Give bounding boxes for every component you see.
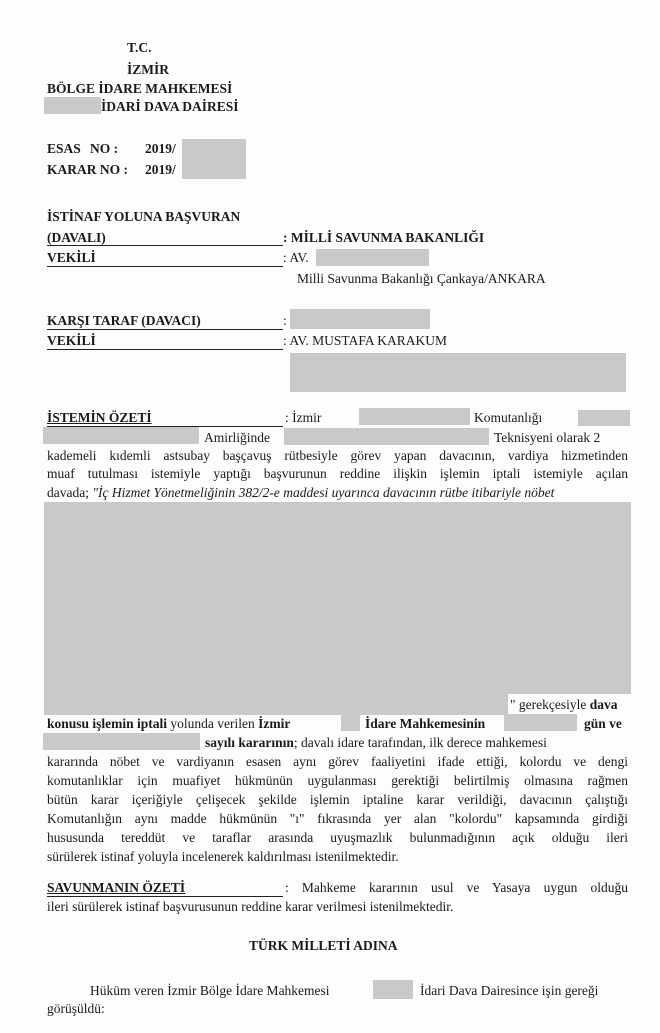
konusu-text: konusu işlemin iptali	[47, 716, 168, 731]
claim-line-konusu	[47, 716, 290, 732]
claim-line-5-normal: davada;	[47, 485, 93, 500]
redaction-block	[44, 694, 508, 715]
karar-value: 2019/	[145, 162, 176, 177]
header-chamber: İDARİ DAVA DAİRESİ	[101, 99, 239, 114]
divider-line	[47, 329, 283, 330]
gerekcesiyle-text: " gerekçesiyle	[510, 697, 590, 712]
verdict-heading: TÜRK MİLLETİ ADINA	[249, 938, 398, 953]
header-court: BÖLGE İDARE MAHKEMESİ	[47, 81, 233, 96]
claim-line-f: sürülerek istinaf yoluyla incelenerek kaldırılması istenilmektedir.	[47, 849, 399, 864]
claim-line-3: kademeli kıdemli astsubay başçavuş rütbesiyle görev yapan davacının, vardiya hizmetinden	[47, 448, 628, 463]
redaction-block	[578, 410, 630, 426]
claim-line-5	[47, 485, 554, 501]
redaction-block	[182, 139, 246, 179]
redaction-block	[44, 502, 631, 694]
defense-line-1: : Mahkeme kararının usul ve Yasaya uygun olduğu	[285, 880, 628, 895]
dava-text: dava	[589, 697, 618, 712]
sayili-text: sayılı kararının	[205, 735, 294, 750]
redaction-block	[341, 714, 360, 731]
esas-no-label: NO :	[90, 141, 119, 156]
redaction-block	[504, 714, 577, 731]
appellant-counsel-value: : AV.	[283, 250, 309, 265]
claim-line-e: hususunda tereddüt ve taraflar arasında uyuşmazlık bulunmadığının açık olduğu ileri	[47, 830, 628, 845]
redaction-block	[43, 733, 200, 750]
header-tc: T.C.	[127, 40, 152, 55]
claim-line-a: kararında nöbet ve vardiyanın esasen aynı görev faaliyetini ifade ettiği, kolordu ve dengi	[47, 754, 628, 769]
redaction-block	[43, 427, 199, 444]
esas-label: ESAS	[47, 141, 81, 156]
appellant-value: : MİLLİ SAVUNMA BAKANLIĞI	[283, 230, 485, 245]
claim-line-5-quote: "İç Hizmet Yönetmeliğinin 382/2-e maddesi uyarınca davacının rütbe itibariyle nöbet	[92, 485, 555, 500]
respondent-counsel-value: : AV. MUSTAFA KARAKUM	[283, 333, 447, 348]
redaction-block	[359, 408, 470, 425]
appellant-label-1: İSTİNAF YOLUNA BAŞVURAN	[47, 209, 241, 224]
gun-ve: gün ve	[584, 716, 622, 731]
header-city: İZMİR	[127, 62, 170, 77]
after-sayili-text: ; davalı idare tarafından, ilk derece mahkemesi	[293, 735, 547, 750]
redaction-block	[44, 97, 101, 114]
claim-line-b: komutanlıklar için muafiyet hükmünün uygulanması gerektiği belirtilmiş olmasına rağmen	[47, 773, 628, 788]
defense-summary-label: SAVUNMANIN ÖZETİ	[47, 880, 186, 895]
verdict-line-1b: İdari Dava Dairesince işin gereği	[420, 983, 599, 998]
redaction-block	[373, 980, 413, 999]
defense-line-2: ileri sürülerek istinaf başvurusunun reddine karar verilmesi istenilmektedir.	[47, 899, 454, 914]
claim-line-c: bütün karar içeriğiyle çelişecek şekilde işlemin iptaline karar verildiği, davacının çalıştığı	[47, 792, 628, 807]
izmir-bold-text: İzmir	[258, 716, 291, 731]
divider-line	[47, 349, 283, 350]
respondent-counsel-label: VEKİLİ	[47, 333, 96, 348]
claim-colon-izmir: : İzmir	[285, 410, 322, 425]
appellant-counsel-label: VEKİLİ	[47, 250, 96, 265]
respondent-value: :	[283, 313, 287, 328]
claim-gerekcesiyle	[510, 697, 618, 713]
claim-line-d: Komutanlığın aynı madde hükmünün "ı" fıkrasında yer alan "kolordu" kapsamında girdiği	[47, 811, 628, 826]
esas-value: 2019/	[145, 141, 176, 156]
claim-amirliginde: Amirliğinde	[204, 430, 270, 445]
redaction-block	[316, 249, 429, 266]
yolunda-text: yolunda verilen	[167, 716, 259, 731]
divider-line	[47, 266, 283, 267]
verdict-line-2: görüşüldü:	[47, 1001, 105, 1016]
divider-line	[47, 245, 283, 246]
claim-komutanligi: Komutanlığı	[474, 410, 543, 425]
appellant-address: Milli Savunma Bakanlığı Çankaya/ANKARA	[297, 271, 546, 286]
idare-mahkemesinin: İdare Mahkemesinin	[365, 716, 486, 731]
claim-line-4: muaf tutulması istemiyle yaptığı başvurunun reddine ilişkin işlemin iptali istemiyle açılan	[47, 466, 628, 481]
redaction-block	[290, 309, 430, 329]
redaction-block	[284, 428, 489, 445]
claim-teknisyeni: Teknisyeni olarak 2	[494, 430, 601, 445]
verdict-line-1a: Hüküm veren İzmir Bölge İdare Mahkemesi	[90, 983, 330, 998]
claim-line-sayili	[205, 735, 547, 751]
claim-summary-label: İSTEMİN ÖZETİ	[47, 410, 152, 425]
karar-label: KARAR NO :	[47, 162, 128, 177]
appellant-label-2: (DAVALI)	[47, 230, 106, 245]
divider-line	[47, 896, 283, 897]
redaction-block	[290, 353, 626, 392]
respondent-label: KARŞI TARAF (DAVACI)	[47, 313, 201, 328]
